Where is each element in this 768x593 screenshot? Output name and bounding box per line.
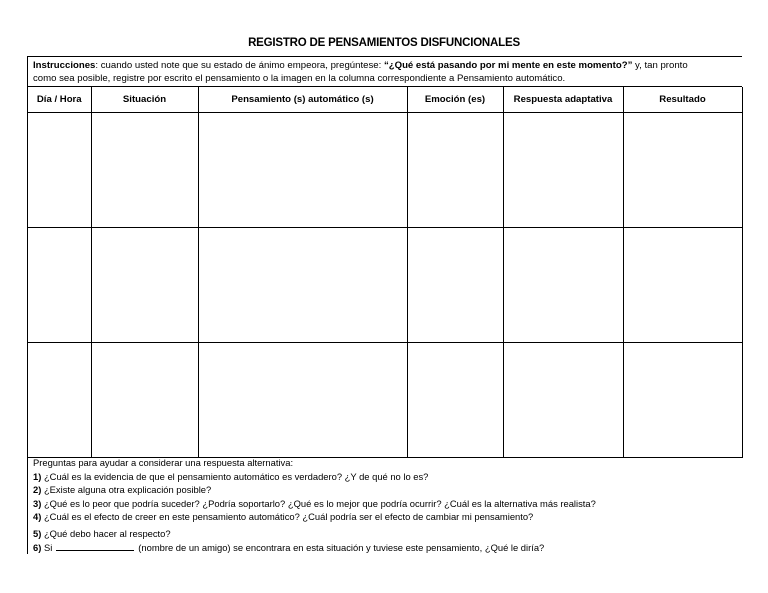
- cell-emocion[interactable]: [407, 343, 503, 458]
- cell-situacion[interactable]: [91, 113, 198, 228]
- cell-dia-hora[interactable]: [28, 113, 91, 228]
- header-dia-hora: Día / Hora: [28, 87, 91, 113]
- question-text: ¿Cuál es el efecto de creer en este pensamiento automático? ¿Cuál podría ser el efecto de cambiar mi pensamiento?: [41, 511, 534, 523]
- question-number: 6): [33, 541, 42, 553]
- instructions-line-2: como sea posible, registre por escrito el pensamiento o la imagen en la columna correspondiente a Pensamiento automático.: [33, 73, 566, 84]
- table-row: [28, 343, 742, 458]
- instructions-label: Instrucciones: [33, 60, 96, 71]
- question-number: 4): [33, 511, 42, 523]
- question-number: 3): [33, 497, 42, 509]
- header-situacion: Situación: [91, 87, 198, 113]
- cell-pensamiento[interactable]: [198, 228, 407, 343]
- instructions-text-2: y, tan pronto: [632, 60, 688, 71]
- worksheet-frame: [27, 56, 742, 554]
- question-text: ¿Qué es lo peor que podría suceder? ¿Podría soportarlo? ¿Qué es lo mejor que podría ocurrir? ¿Cuál es la alternativa más realista?: [41, 497, 596, 509]
- page-title: REGISTRO DE PENSAMIENTOS DISFUNCIONALES: [248, 37, 520, 49]
- table-header-row: [28, 87, 742, 113]
- friend-name-blank[interactable]: [56, 542, 134, 551]
- instructions-question: “¿Qué está pasando por mi mente en este momento?”: [383, 60, 633, 71]
- question-item: [33, 527, 742, 541]
- cell-dia-hora[interactable]: [28, 228, 91, 343]
- cell-resultado[interactable]: [623, 228, 742, 343]
- cell-pensamiento[interactable]: [198, 113, 407, 228]
- question-item: [33, 497, 742, 511]
- cell-emocion[interactable]: [407, 113, 503, 228]
- question-number: 2): [33, 484, 42, 496]
- thought-record-table: [28, 87, 743, 458]
- question-text: ¿Qué debo hacer al respecto?: [41, 527, 171, 539]
- instructions-box: [28, 57, 742, 87]
- questions-intro: Preguntas para ayudar a considerar una respuesta alternativa:: [33, 457, 294, 468]
- questions-section: [28, 456, 742, 554]
- question-prefix: Si: [41, 541, 53, 553]
- cell-respuesta[interactable]: [503, 113, 623, 228]
- question-item: [33, 541, 742, 555]
- table-row: [28, 228, 742, 343]
- cell-resultado[interactable]: [623, 343, 742, 458]
- question-item: [33, 470, 742, 484]
- cell-respuesta[interactable]: [503, 343, 623, 458]
- question-item: [33, 483, 742, 497]
- cell-emocion[interactable]: [407, 228, 503, 343]
- table-row: [28, 113, 742, 228]
- question-suffix: (nombre de un amigo) se encontrara en esta situación y tuviese este pensamiento, ¿Qué le diría?: [138, 541, 545, 553]
- cell-pensamiento[interactable]: [198, 343, 407, 458]
- question-text: ¿Cuál es la evidencia de que el pensamiento automático es verdadero? ¿Y de qué no lo es?: [41, 470, 429, 482]
- question-text: ¿Existe alguna otra explicación posible?: [41, 484, 212, 496]
- instructions-text-1: : cuando usted note que su estado de ánimo empeora, pregúntese:: [95, 60, 384, 71]
- cell-situacion[interactable]: [91, 228, 198, 343]
- question-number: 5): [33, 527, 42, 539]
- cell-resultado[interactable]: [623, 113, 742, 228]
- question-item: [33, 510, 742, 524]
- header-emocion: Emoción (es): [407, 87, 503, 113]
- header-respuesta: Respuesta adaptativa: [503, 87, 623, 113]
- header-pensamiento: Pensamiento (s) automático (s): [198, 87, 407, 113]
- header-resultado: Resultado: [623, 87, 742, 113]
- cell-respuesta[interactable]: [503, 228, 623, 343]
- cell-dia-hora[interactable]: [28, 343, 91, 458]
- cell-situacion[interactable]: [91, 343, 198, 458]
- question-number: 1): [33, 470, 42, 482]
